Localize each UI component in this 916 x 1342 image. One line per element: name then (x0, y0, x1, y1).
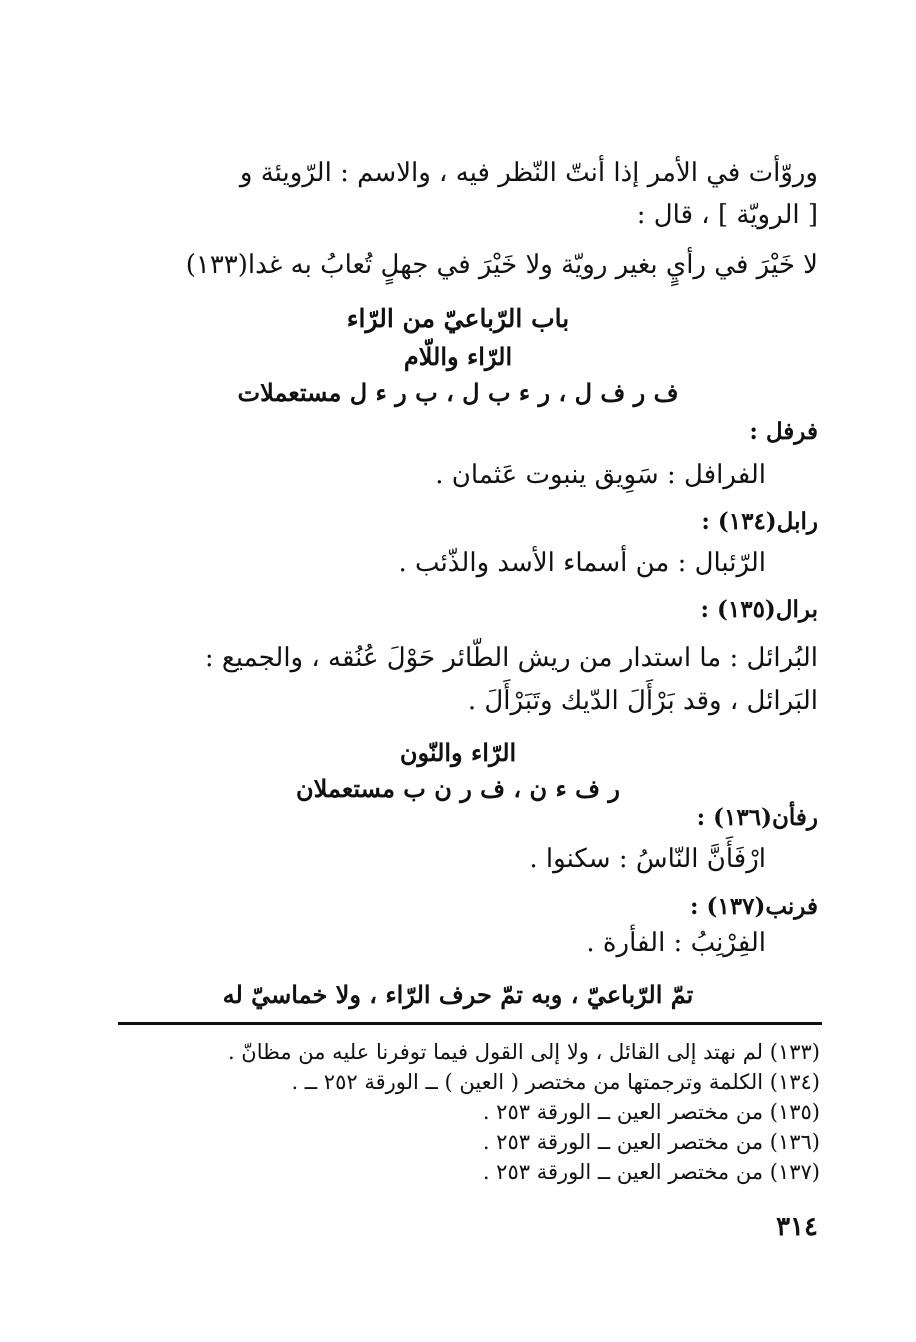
entry-text-bral-1: البُرائل : ما استدار من ريش الطّائر حَوْلَ عُنُقه ، والجميع : (204, 643, 818, 673)
entry-head-farnab: فرنب(١٣٧) : (689, 893, 818, 920)
entry-text-bral-2: البَرائل ، وقد بَرْأَلَ الدّيك وتَبَرْأَلَ . (467, 686, 818, 716)
entry-text-rafan: ارْفَأَنَّ النّاسُ : سكنوا . (529, 844, 766, 874)
entry-head-rabl: رابل(١٣٤) : (701, 508, 818, 535)
paragraph-line-2: [ الرويّة ] ، قال : (636, 200, 818, 230)
footnote-divider (118, 1022, 822, 1025)
entry-head-farfal: فرفل : (749, 418, 818, 445)
entry-text-farnab: الفِرْنِبُ : الفأرة . (586, 928, 766, 958)
paragraph-line-1: وروّأت في الأمر إذا أنتّ النّظر فيه ، والاسم : الرّويئة و (239, 158, 818, 188)
chapter-title: باب الرّباعيّ من الرّاء (346, 304, 570, 333)
page-number: ٣١٤ (776, 1212, 818, 1242)
footnote-133: (١٣٣) لم نهتد إلى القائل ، ولا إلى القول فيما توفرنا عليه من مظانّ . (227, 1040, 820, 1064)
verse-line: لا خَيْرَ في رأيٍ بغير رويّة ولا خَيْرَ في جهلٍ تُعابُ به غدا(١٣٣) (185, 250, 818, 280)
entry-text-rabl: الرّئبال : من أسماء الأسد والذّئب . (398, 548, 766, 578)
section2-subtitle: الرّاء والنّون (399, 738, 517, 767)
chapter-roots: ف ر ف ل ، ر ء ب ل ، ب ر ء ل مستعملات (237, 378, 679, 407)
footnote-135: (١٣٥) من مختصر العين ــ الورقة ٢٥٣ . (482, 1100, 820, 1124)
closing-line: تمّ الرّباعيّ ، وبه تمّ حرف الرّاء ، ولا خماسيّ له (222, 980, 694, 1009)
footnote-137: (١٣٧) من مختصر العين ــ الورقة ٢٥٣ . (482, 1160, 820, 1184)
entry-head-bral: برال(١٣٥) : (700, 596, 818, 623)
entry-head-rafan: رفأن(١٣٦) : (696, 804, 818, 831)
chapter-subtitle: الرّاء واللّام (403, 342, 513, 371)
section2-roots: ر ف ء ن ، ف ر ن ب مستعملان (296, 774, 620, 803)
entry-text-farfal: الفرافل : سَوِيق ينبوت عَثمان . (435, 460, 766, 490)
footnote-134: (١٣٤) الكلمة وترجمتها من مختصر ( العين ) ــ الورقة ٢٥٢ ــ . (291, 1070, 820, 1094)
footnote-136: (١٣٦) من مختصر العين ــ الورقة ٢٥٣ . (482, 1130, 820, 1154)
